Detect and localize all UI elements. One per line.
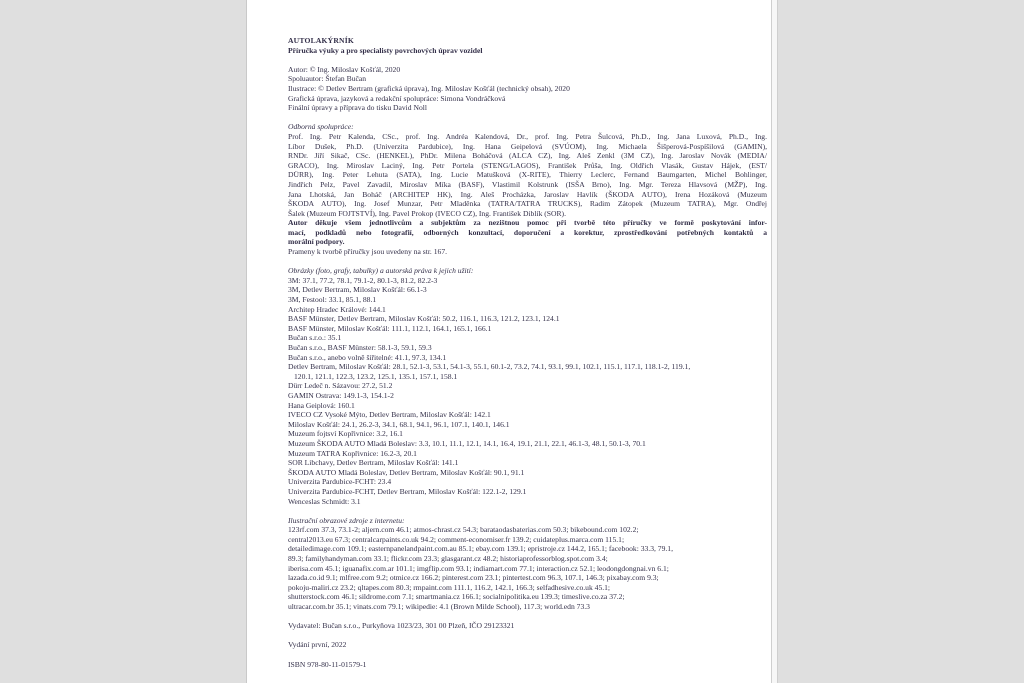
section-internet-sources	[288, 516, 767, 612]
text-line: Prameny k tvorbě příručky jsou uvedeny na str. 167.	[288, 247, 448, 257]
text-line: IVECO CZ Vysoké Mýto, Detlev Bertram, Miloslav Košťál: 142.1	[288, 410, 491, 420]
text-line: Bučan s.r.o., anebo volně šiřitelné: 41.1, 97.3, 134.1	[288, 352, 447, 362]
text-line: Odborná spolupráce:	[288, 122, 354, 132]
page-stack-edge	[772, 0, 778, 683]
page-content	[288, 36, 767, 669]
text-line: iberisa.com 45.1; iguanafix.com.ar 101.1; imgflip.com 93.1; indiamart.com 77.1; interaction.cz 52.1; leodongdongnai.vn 6.1;	[288, 563, 669, 573]
text-line: Jana Lhotská, Jan Boháč (ARCHITEP HK), Ing. Aleš Procházka, Jaroslav Havlík (ŠKODA AUTO), Irena Hozáková (Muzeum	[288, 189, 767, 199]
text-line: Prof. Ing. Petr Kalenda, CSc., prof. Ing. Andréa Kalendová, Dr., prof. Ing. Petra Šulcová, Ph.D., Ing. Jana Luxová, Ph.D., Ing.	[288, 131, 767, 141]
section-edition	[288, 640, 767, 650]
page	[246, 0, 772, 683]
text-line: Dürr Ledeč n. Sázavou: 27.2, 51.2	[288, 381, 393, 391]
text-line: Muzeum fojtsví Kopřivnice: 3.2, 16.1	[288, 429, 403, 439]
text-line: 89.3; familyhandyman.com 33.1; flickr.com 23.3; glasgarant.cz 48.2; historiaprofessorblog.spot.com 3.4;	[288, 554, 608, 564]
text-line: Finální úpravy a příprava do tisku David Noll	[288, 103, 427, 113]
text-line: Ilustrační obrazové zdroje z internetu:	[288, 515, 405, 525]
text-line: Detlev Bertram, Miloslav Košťál: 28.1, 52.1-3, 53.1, 54.1-3, 55.1, 60.1-2, 73.2, 74.1, 93.1, 99.1, 102.1, 115.1, 117.1, 118.1-2, 119.1,	[288, 362, 691, 372]
text-line: Grafická úprava, jazyková a redakční spolupráce: Simona Vondráčková	[288, 93, 506, 103]
text-line: central2013.eu 67.3; centralcarpaints.co.uk 94.2; comment-economiser.fr 139.2; cuidateplus.marca.com 115.1;	[288, 534, 625, 544]
text-line: Vydání první, 2022	[288, 640, 347, 650]
text-line: Obrázky (foto, grafy, tabulky) a autorská práva k jejich užití:	[288, 266, 474, 276]
section-collaboration	[288, 122, 767, 256]
text-line: GRACO), Ing. Miroslav Laciný, Ing. Petr Portela (STENG/LAGOS), František Průša, Ing. Oldřich Vlasák, Gustav Hájek, (EST/	[288, 160, 767, 170]
text-line: AUTOLAKÝRNÍK	[288, 36, 354, 45]
text-line: RNDr. Jiří Sikač, CSc. (HENKEL), PhDr. Milena Boháčová (ALCA CZ), Ing. Aleš Zenkl (3M CZ), Ing. Jaroslav Novák (MEDIA/	[288, 151, 767, 161]
text-line: Bučan s.r.o., BASF Münster: 58.1-3, 59.1, 59.3	[288, 343, 432, 352]
text-line: shutterstock.com 46.1; sildrome.com 7.1; smartmania.cz 166.1; socialnipolitika.eu 139.3; timeslive.co.za 37.2;	[288, 592, 625, 602]
text-line: Miloslav Košťál: 24.1, 26.2-3, 34.1, 68.1, 94.1, 96.1, 107.1, 140.1, 146.1	[288, 419, 510, 429]
text-line: detailedimage.com 109.1; easternpanelandpaint.com.au 85.1; ebay.com 139.1; epristroje.cz 144.2, 165.1; facebook: 33.3, 79.1,	[288, 544, 673, 554]
text-line: Spoluautor: Štefan Bučan	[288, 74, 367, 84]
section-publisher	[288, 621, 767, 631]
text-line: Šalek (Muzeum FOJTSTVÍ), Ing. Pavel Prokop (IVECO CZ), Ing. František Diblík (SOR).	[288, 208, 566, 218]
text-line: Příručka výuky a pro specialisty povrchových úprav vozidel	[288, 45, 483, 55]
section-credits	[288, 65, 767, 113]
text-line: ultracar.com.br 35.1; vinats.com 79.1; wikipedie: 4.1 (Brown Milde School), 117.3; world.edn 73.3	[288, 602, 590, 612]
text-line: Autor: © Ing. Miloslav Košťál, 2020	[288, 64, 401, 74]
text-line: ISBN 978-80-11-01579-1	[288, 659, 367, 669]
text-line: Univerzita Pardubice-FCHT: 23.4	[288, 477, 392, 487]
text-line: pokoju-maliri.cz 23.2; qltapes.com 80.3; rmpaint.com 111.1, 116.2, 142.1, 166.3; selfadhesive.co.uk 45.1;	[288, 582, 611, 592]
text-line: GAMIN Ostrava: 149.1-3, 154.1-2	[288, 390, 394, 400]
text-line: 3M, Festool: 33.1, 85.1, 88.1	[288, 295, 377, 305]
section-title	[288, 36, 767, 55]
text-line: Líbor Dušek, Ph.D. (Univerzita Pardubice), Ing. Hana Geipelová (SVÚOM), Ing. Michaela Šišperová-Pospíšilová (GAMIN),	[288, 141, 767, 151]
text-line: Bučan s.r.o.: 35.1	[288, 333, 342, 343]
text-line: morální podpory.	[288, 237, 345, 247]
text-line: Muzeum ŠKODA AUTO Mladá Boleslav: 3.3, 10.1, 11.1, 12.1, 14.1, 16.4, 19.1, 21.1, 22.1, 46.1-3, 48.1, 50.1-3, 70.1	[288, 438, 646, 448]
text-line: BASF Münster, Detlev Bertram, Miloslav Košťál: 50.2, 116.1, 116.3, 121.2, 123.1, 124.1	[288, 314, 560, 324]
text-line: Muzeum TATRA Kopřivnice: 16.2-3, 20.1	[288, 448, 417, 458]
text-line: ŠKODA AUTO Mladá Boleslav, Detlev Bertram, Miloslav Košťál: 90.1, 91.1	[288, 467, 525, 477]
text-line: mací, podkladů nebo fotografií, odborných konzultací, doporučení a korektur, zprostředkování potřebných kontaktů a	[288, 227, 767, 237]
text-line: Hana Geiplová: 160.1	[288, 400, 355, 410]
text-line: Autor děkuje všem jednotlivcům a subjektům za nezištnou pomoc při tvorbě této příručky ve formě poskytování infor-	[288, 218, 767, 228]
text-line: 3M, Detlev Bertram, Miloslav Košťál: 66.1-3	[288, 285, 427, 295]
section-image-rights	[288, 266, 767, 506]
text-line: Jindřich Pelz, Pavel Zavadil, Miroslav Míka (BASF), Vlastimil Kolstrunk (ISŠA Brno), Ing. Mgr. Tereza Hlavsová (MŽP), Ing.	[288, 179, 767, 189]
text-line: DÜRR), Ing. Peter Lehuta (SATA), Ing. Lucie Matušková (X-RITE), Thierry Leclerc, Fernand Baumgarten, Michel Bohlinger,	[288, 170, 767, 180]
text-line: SOR Libchavy, Detlev Bertram, Miloslav Košťál: 141.1	[288, 458, 459, 468]
text-line: ŠKODA AUTO), Ing. Josef Munzar, Petr Mladěnka (TATRA/TATRA TRUCKS), Radim Zátopek (Muzeum TATRA), Mgr. Ondřej	[288, 199, 767, 209]
text-line: lazada.co.id 9.1; mlfree.com 9.2; otmice.cz 166.2; pinterest.com 23.1; pintertest.com 96.3, 107.1, 146.3; pixabay.com 9.3;	[288, 573, 659, 583]
text-line: 3M: 37.1, 77.2, 78.1, 79.1-2, 80.1-3, 81.2, 82.2-3	[288, 275, 438, 285]
text-line: BASF Münster, Miloslav Košťál: 111.1, 112.1, 164.1, 165.1, 166.1	[288, 323, 492, 333]
text-line: Wenceslas Schmidt: 3.1	[288, 496, 361, 506]
text-line: 120.1, 121.1, 122.3, 123.2, 125.1, 135.1, 157.1, 158.1	[294, 371, 458, 381]
text-line: Architep Hradec Králové: 144.1	[288, 304, 386, 314]
text-line: 123rf.com 37.3, 73.1-2; aljern.com 46.1; atmos-chrast.cz 54.3; barataodasbaterias.com 50.3; bikebound.com 102.2;	[288, 525, 639, 535]
section-isbn	[288, 660, 767, 670]
text-line: Vydavatel: Bučan s.r.o., Purkyňova 1023/23, 301 00 Plzeň, IČO 29123321	[288, 621, 515, 631]
text-line: Ilustrace: © Detlev Bertram (grafická úprava), Ing. Miloslav Košťál (technický obsah), 2020	[288, 83, 570, 93]
text-line: Univerzita Pardubice-FCHT, Detlev Bertram, Miloslav Košťál: 122.1-2, 129.1	[288, 486, 527, 496]
